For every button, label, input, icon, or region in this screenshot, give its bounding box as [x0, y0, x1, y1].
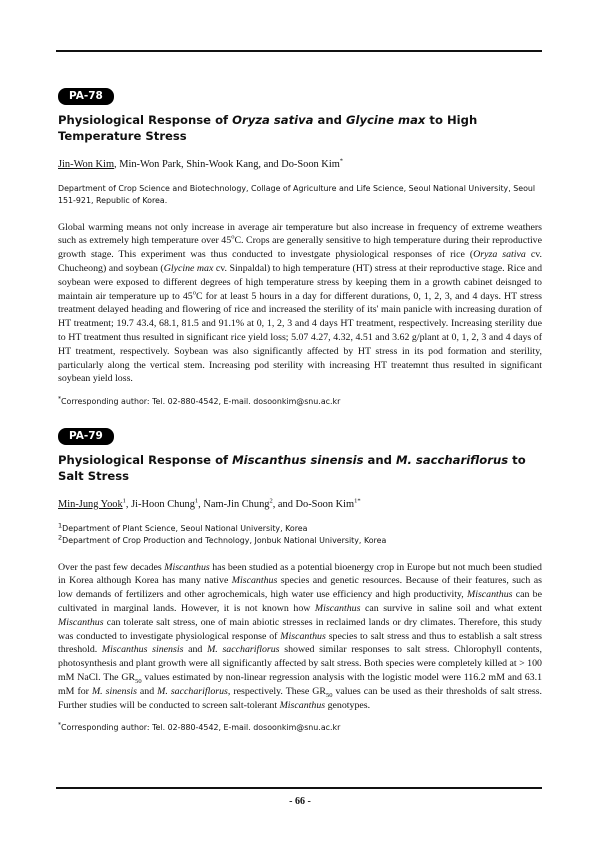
species-name: Glycine max	[345, 113, 426, 127]
author-list: Min-Jung Yook$^1$, Ji-Hoon Chung$^1$, Nam-Jin Chung$^2$, and Do-Soon Kim$^{1*}$	[58, 497, 361, 510]
abstract-title: Physiological Response of Oryza sativa and Glycine max to High Temperature Stress	[58, 113, 478, 143]
species-name: Oryza sativa	[232, 113, 314, 127]
presenting-author: Jin-Won Kim	[58, 159, 115, 170]
bottom-rule	[56, 787, 542, 789]
corresponding-author: *Corresponding author: Tel. 02-880-4542, E-mail. dosoonkim@snu.ac.kr	[58, 721, 341, 733]
species-name: Miscanthus sinensis	[232, 453, 364, 467]
abstract-body: Global warming means not only increase in average air temperature but also increase in frequency of extreme weathers such as extremely high temperature over 45$^o$C. Crops are generally sensitive to high temperature during their reproductive growth stage. This experiment was thus conducted to investgate physiological responses of rice (Oryza sativa cv. Chucheong) and soybean (Glycine max cv. Sinpaldal) to high temperature (HT) stress at their reproductive stage. Rice and soybean were exposed to different degrees of high temperature stress by keeping them in a growth cabinet deisnged to maintain air temperature up to 45$^o$C for at least 5 hours in a day for different durations, 0, 1, 2, 3, and 4 days. HT stress treatment delayed heading and flowering of rice and increased the sterility of its' main panicle with increasing duration of HT treatment; 19.7 43.4, 68.1, 81.5 and 91.1% at 0, 1, 2, 3 and 4 days HT treatment, respectively. Increasing sterility due to HT treatment thus resulted in significant rice yield loss; 5.07 4.27, 4.32, 4.51 and 3.62 g/plant at 0, 1, 2, 3 and 4 days of HT treatment, respectively. Soybean was also significantly affected by HT stress in its pod formation and sterility, particularly along the vertical stem. Increasing pod sterility with increasing HT treatemnt thus resulted in significant soybean yield loss.	[58, 221, 543, 385]
abstract-pa-78	[58, 86, 542, 408]
abstract-id-badge: PA-79	[58, 428, 114, 445]
species-name: M. sacchariflorus	[395, 453, 509, 467]
abstract-title: Physiological Response of Miscanthus sinensis and M. sacchariflorus to Salt Stress	[58, 453, 526, 483]
abstract-pa-79	[58, 426, 542, 734]
presenting-author: Min-Jung Yook	[58, 499, 123, 510]
author-list: Jin-Won Kim, Min-Won Park, Shin-Wook Kang, and Do-Soon Kim*	[58, 157, 344, 170]
top-rule	[56, 50, 542, 52]
affiliation: $^1$Department of Plant Science, Seoul National University, Korea	[58, 521, 308, 533]
corresponding-author: *Corresponding author: Tel. 02-880-4542, E-mail. dosoonkim@snu.ac.kr	[58, 395, 341, 407]
abstract-body: Over the past few decades Miscanthus has been studied as a potential bioenergy crop in Europe but not much been studied in Korea although Korea has many native Miscanthus species and genetic resources. Because of their features, such as low demands of fertilizers and other agrochemicals, high water use efficiency and high productivity, Miscanthus can be cultivated in marginal lands. However, it is not known how Miscanthus can survive in saline soil and what extent Miscanthus can tolerate salt stress, one of main abiotic stresses in reclaimed lands or dry climates. Therefore, this study was conducted to investigate physiological response of Miscanthus species to salt stress and thus to establish a salt stress threshold. Miscanthus sinensis and M. sacchariflorus showed similar responses to salt stress. Chlorophyll contents, photosynthesis and plant growth were all significantly affected by salt stress. Both species were completely killed at > 100 mM NaCl. The $GR_{50}$ values estimated by non-linear regression analysis with the logistic model were 116.2 mM and 63.1 mM for M. sinensis and M. sacchariflorus, respectively. These $GR_{50}$ values can be used as their thresholds of salt stress. Further studies will be conducted to screen salt-tolerant Miscanthus genotypes.	[58, 561, 543, 711]
affiliation-list	[58, 523, 542, 548]
page-number: - 66 -	[289, 796, 311, 807]
abstract-id-badge: PA-78	[58, 88, 114, 105]
affiliation: $^2$Department of Crop Production and Technology, Jonbuk National University, Korea	[58, 533, 387, 546]
affiliation: Department of Crop Science and Biotechnology, Collage of Agriculture and Life Science, Seoul National University, Seoul 151-921, Republic of Korea.	[58, 184, 536, 206]
